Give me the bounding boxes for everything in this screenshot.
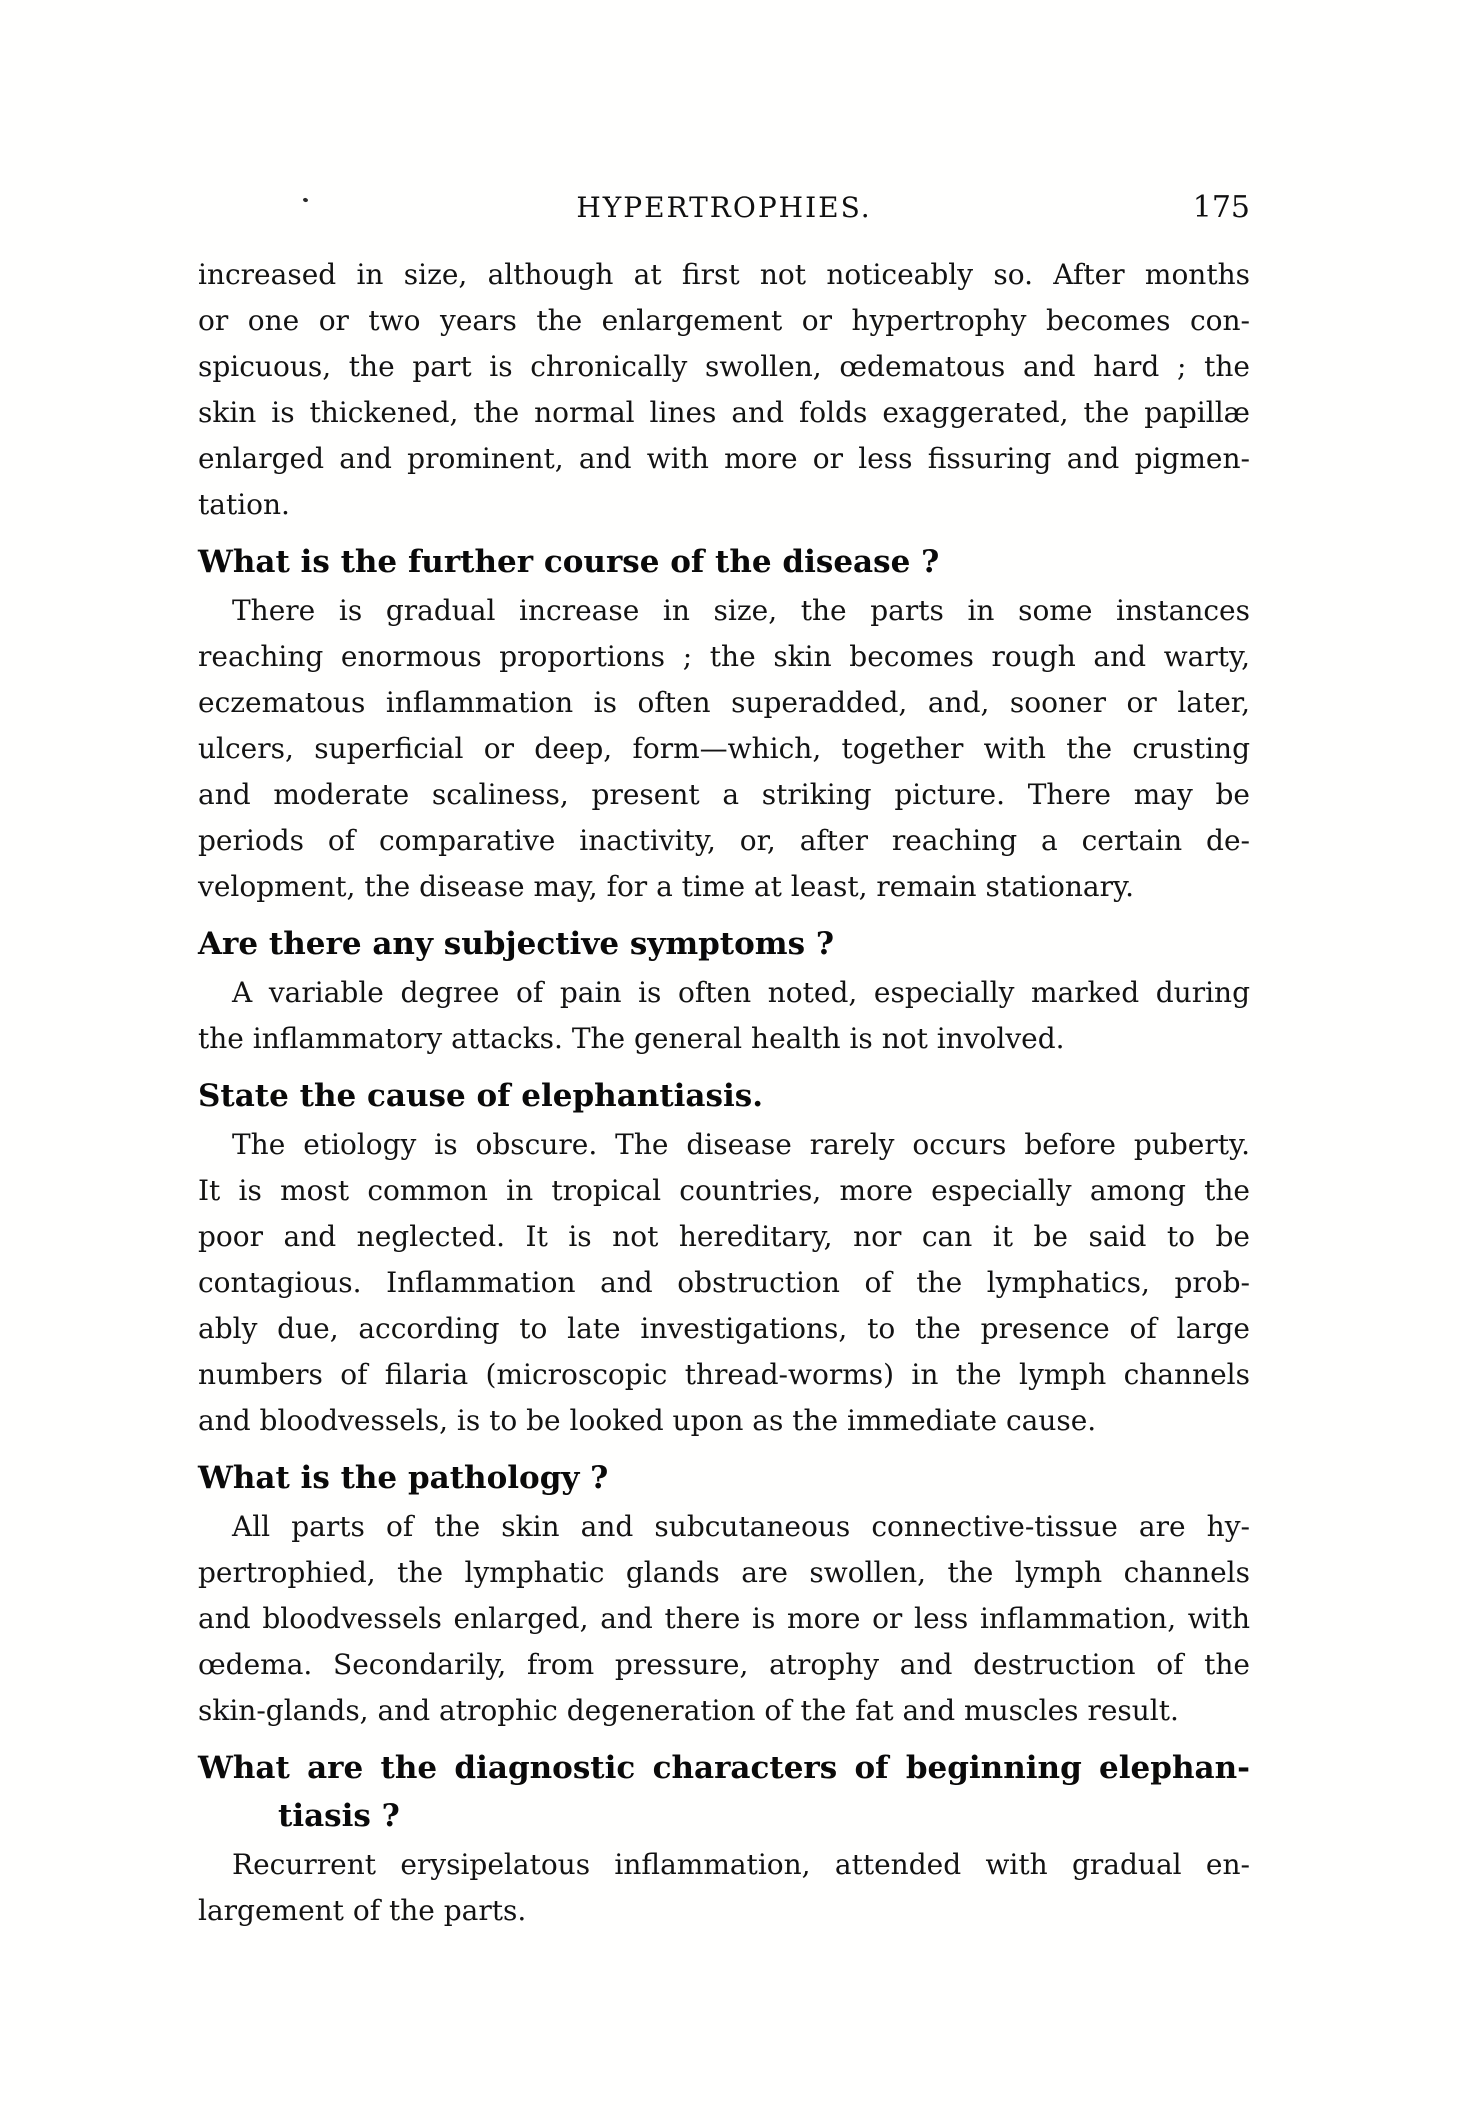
paragraph [198,252,1250,528]
paragraph [198,1122,1250,1444]
text-line: œdema. Secondarily, from pressure, atrophy and destruction of the [198,1648,1250,1681]
question-heading [198,1072,1250,1120]
page-body [198,252,1250,1934]
question-heading [198,920,1250,968]
text-line: velopment, the disease may, for a time at least, remain stationary. [198,870,1134,903]
page-header [198,188,1250,234]
running-head: HYPERTROPHIES. [576,191,872,224]
text-line: ably due, according to late investigations, to the presence of large [198,1312,1250,1345]
text-line: skin is thickened, the normal lines and folds exaggerated, the papillæ [198,396,1250,429]
text-line: numbers of filaria (microscopic thread-worms) in the lymph channels [198,1358,1250,1391]
text-line: All parts of the skin and subcutaneous connective-tissue are hy- [232,1510,1250,1543]
text-line: increased in size, although at first not noticeably so. After months [198,258,1250,291]
text-line: contagious. Inflammation and obstruction of the lymphatics, prob- [198,1266,1250,1299]
text-line: What are the diagnostic characters of beginning elephan- [198,1750,1250,1786]
text-line: the inflammatory attacks. The general health is not involved. [198,1022,1065,1055]
text-line: A variable degree of pain is often noted, especially marked during [232,976,1250,1009]
text-line: or one or two years the enlargement or hypertrophy becomes con- [198,304,1250,337]
text-line: and bloodvessels, is to be looked upon as the immediate cause. [198,1404,1097,1437]
text-line: Recurrent erysipelatous inflammation, attended with gradual en- [232,1848,1250,1881]
text-line: pertrophied, the lymphatic glands are swollen, the lymph channels [198,1556,1250,1589]
page-number: 175 [1192,190,1250,225]
text-line: It is most common in tropical countries, more especially among the [198,1174,1250,1207]
text-line: What is the further course of the disease ? [198,544,940,580]
question-heading [198,1744,1250,1840]
text-line: largement of the parts. [198,1894,527,1927]
text-line: and moderate scaliness, present a striking picture. There may be [198,778,1250,811]
text-line: spicuous, the part is chronically swollen, œdematous and hard ; the [198,350,1250,383]
paragraph [198,588,1250,910]
text-line: Are there any subjective symptoms ? [198,926,835,962]
paragraph [198,1504,1250,1734]
text-block [198,188,1250,1934]
text-line: There is gradual increase in size, the parts in some instances [232,594,1250,627]
text-line: enlarged and prominent, and with more or less fissuring and pigmen- [198,442,1250,475]
text-line: What is the pathology ? [198,1460,609,1496]
text-line: skin-glands, and atrophic degeneration of the fat and muscles result. [198,1694,1179,1727]
question-heading [198,1454,1250,1502]
paragraph [198,970,1250,1062]
text-line: eczematous inflammation is often superadded, and, sooner or later, [198,686,1250,719]
text-line: tation. [198,488,290,521]
text-line: tiasis ? [278,1798,400,1834]
question-heading [198,538,1250,586]
text-line: State the cause of elephantiasis. [198,1078,763,1114]
text-line: ulcers, superficial or deep, form—which, together with the crusting [198,732,1250,765]
text-line: poor and neglected. It is not hereditary, nor can it be said to be [198,1220,1250,1253]
text-line: and bloodvessels enlarged, and there is more or less inflammation, with [198,1602,1250,1635]
paragraph [198,1842,1250,1934]
text-line: reaching enormous proportions ; the skin becomes rough and warty, [198,640,1250,673]
text-line: The etiology is obscure. The disease rarely occurs before puberty. [232,1128,1250,1161]
text-line: periods of comparative inactivity, or, after reaching a certain de- [198,824,1250,857]
